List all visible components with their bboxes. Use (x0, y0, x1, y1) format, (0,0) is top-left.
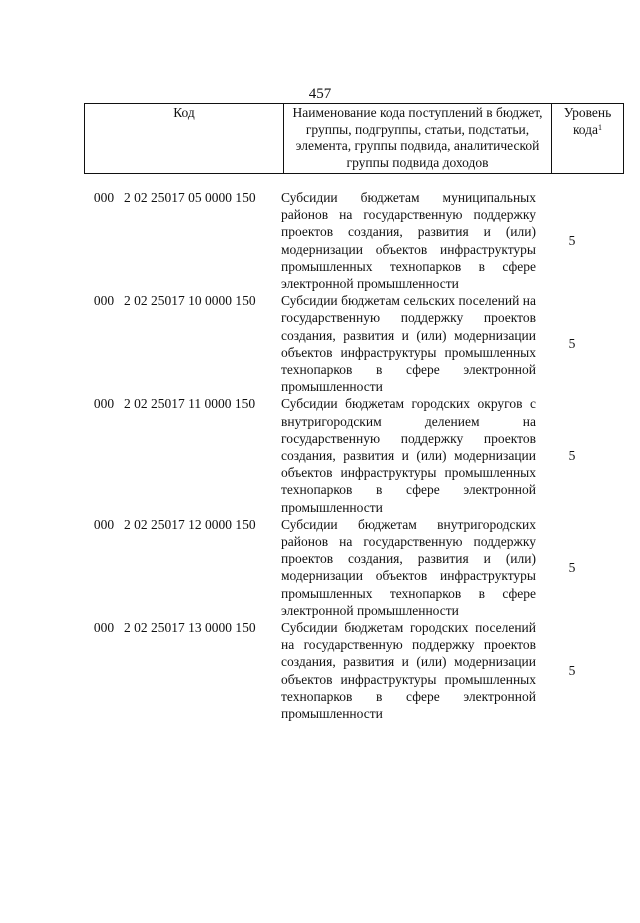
table-row (84, 189, 608, 292)
revenue-code: 2 02 25017 05 0000 150 (124, 190, 256, 205)
code-table-body (84, 189, 608, 722)
revenue-name: Субсидии бюджетам сельских поселений на государственную поддержку проектов создания, развития и (или) модернизации объектов инфраструктуры промышленных технопарков в сфере электронной промышленности (281, 293, 536, 395)
header-level (552, 104, 624, 174)
admin-code: 000 (93, 293, 115, 309)
admin-code: 000 (93, 620, 115, 636)
code-level: 5 (568, 448, 576, 464)
header-name: Наименование кода поступлений в бюджет, группы, подгруппы, статьи, подстатьи, элемента, группы подвида, аналитической группы подвида доходов (284, 104, 552, 174)
revenue-code: 2 02 25017 13 0000 150 (124, 620, 256, 636)
header-code: Код (85, 104, 284, 174)
header-level-footnote: 1 (598, 122, 603, 132)
revenue-name: Субсидии бюджетам городских округов с внутригородским делением на государственную поддержку проектов создания, развития и (или) модернизации объектов инфраструктуры промышленных технопарков в сфере электронной промышленности (281, 396, 536, 515)
revenue-name: Субсидии бюджетам муниципальных районов на государственную поддержку проектов создания, развития и (или) модернизации объектов инфраструктуры промышленных технопарков в сфере электронной промышленности (281, 190, 536, 292)
revenue-name: Субсидии бюджетам городских поселений на государственную поддержку проектов создания, развития и (или) модернизации объектов инфраструктуры промышленных технопарков в сфере электронной промышленности (281, 620, 536, 722)
header-level-label: Уровень кода (563, 105, 612, 137)
page-number: 457 (308, 86, 332, 102)
code-level: 5 (568, 663, 576, 679)
admin-code: 000 (93, 396, 115, 412)
table-row (84, 395, 608, 515)
revenue-code: 2 02 25017 12 0000 150 (124, 516, 256, 532)
revenue-code: 2 02 25017 10 0000 150 (124, 293, 256, 309)
table-row (84, 619, 608, 722)
table-header (84, 103, 624, 174)
table-row (84, 292, 608, 395)
revenue-name: Субсидии бюджетам внутригородских районов на государственную поддержку проектов создания, развития и (или) модернизации объектов инфраструктуры промышленных технопарков в сфере электронной промышленности (281, 516, 536, 618)
admin-code: 000 (93, 516, 115, 532)
code-level: 5 (568, 559, 576, 575)
admin-code: 000 (93, 190, 115, 205)
code-level: 5 (568, 233, 576, 248)
table-row (84, 516, 608, 619)
code-level: 5 (568, 336, 576, 352)
revenue-code: 2 02 25017 11 0000 150 (124, 396, 256, 412)
